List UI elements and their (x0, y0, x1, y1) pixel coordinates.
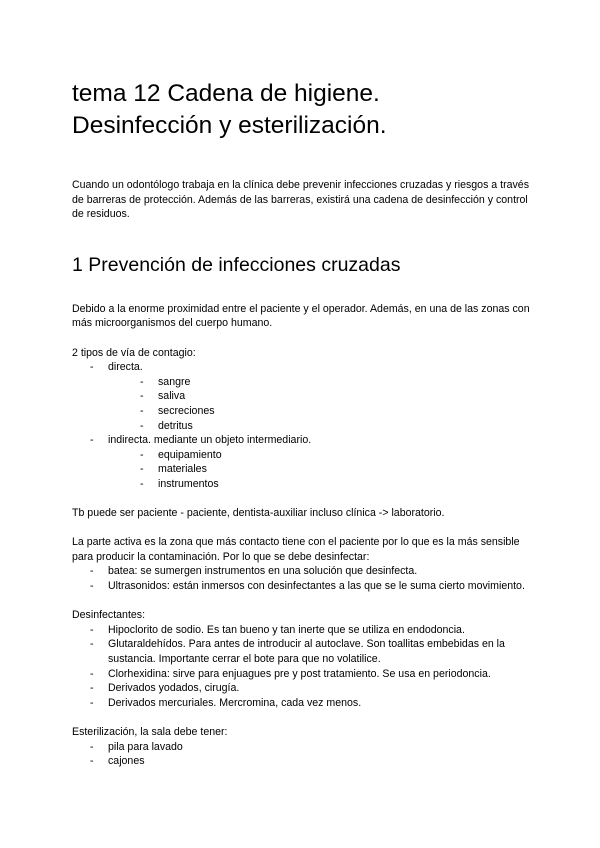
list-item-text: Derivados yodados, cirugía. (108, 682, 240, 695)
contagio-intro: 2 tipos de vía de contagio: (72, 346, 196, 359)
list-item-text: sangre (158, 375, 191, 388)
list-item-text: secreciones (158, 404, 215, 417)
esterilizacion-title: Esterilización, la sala debe tener: (72, 726, 228, 738)
title-line-2: Desinfección y esterilización. (72, 112, 387, 139)
dash-bullet: - (90, 682, 94, 695)
dash-bullet: - (90, 696, 94, 709)
list-item (130, 477, 540, 492)
list-item (72, 754, 540, 769)
directa-label: directa. (108, 361, 143, 374)
dash-bullet: - (140, 375, 144, 388)
list-item-text: materiales (158, 463, 207, 476)
dash-bullet: - (140, 390, 144, 403)
dash-bullet: - (140, 419, 144, 432)
indirecta-sublist (130, 448, 540, 492)
list-item (130, 462, 540, 477)
dash-bullet: - (90, 623, 94, 636)
list-item (130, 448, 540, 463)
dash-bullet: - (90, 755, 94, 768)
list-item (72, 579, 540, 594)
list-item (130, 375, 540, 390)
list-item (130, 389, 540, 404)
desinfectantes-list (72, 623, 540, 711)
parte-activa-paragraph: La parte activa es la zona que más contacto tiene con el paciente por lo que es la más sensible para producir la contaminación. Por lo que se debe desinfectar: (72, 536, 520, 563)
desinfectar-list (72, 564, 540, 593)
list-item (72, 740, 540, 755)
dash-bullet: - (90, 361, 94, 374)
dash-bullet: - (90, 434, 94, 447)
intro-paragraph: Cuando un odontólogo trabaja en la clínica debe prevenir infecciones cruzadas y riesgos a través de barreras de protección. Además de las barreras, existirá una cadena de desinfección y control de residuos. (72, 179, 529, 221)
list-item (72, 637, 540, 666)
tb-paragraph: Tb puede ser paciente - paciente, dentista-auxiliar incluso clínica -> laboratorio. (72, 507, 445, 520)
list-item-text: cajones (108, 755, 145, 768)
list-item-text: detritus (158, 419, 193, 432)
dash-bullet: - (140, 448, 144, 461)
list-item-text: equipamiento (158, 448, 222, 461)
desinfectantes-title: Desinfectantes: (72, 609, 146, 622)
list-item-text: saliva (158, 390, 186, 403)
list-item-text: pila para lavado (108, 740, 183, 753)
list-item-text: batea: se sumergen instrumentos en una solución que desinfecta. (108, 565, 418, 578)
title-line-1: tema 12 Cadena de higiene. (72, 80, 380, 107)
list-item (72, 667, 540, 682)
indirecta-label: indirecta. mediante un objeto intermediario. (108, 434, 312, 447)
list-item-text: Clorhexidina: sirve para enjuagues pre y post tratamiento. Se usa en periodoncia. (108, 667, 491, 680)
contagio-list (72, 360, 540, 491)
dash-bullet: - (90, 740, 94, 753)
esterilizacion-list (72, 740, 540, 769)
proximity-paragraph: Debido a la enorme proximidad entre el paciente y el operador. Además, en una de las zonas con más microorganismos del cuerpo humano. (72, 302, 530, 330)
dash-bullet: - (140, 463, 144, 476)
dash-bullet: - (90, 667, 94, 680)
list-item-text: instrumentos (158, 477, 219, 490)
list-item (72, 696, 540, 711)
list-item-text: Hipoclorito de sodio. Es tan bueno y tan inerte que se utiliza en endodoncia. (108, 623, 465, 636)
dash-bullet: - (90, 580, 94, 593)
section-heading: 1 Prevención de infecciones cruzadas (72, 253, 401, 276)
list-item-text: Ultrasonidos: están inmersos con desinfectantes a las que se le suma cierto movimiento. (108, 580, 525, 593)
list-item-text: Derivados mercuriales. Mercromina, cada vez menos. (108, 696, 362, 709)
list-item (72, 564, 540, 579)
list-item (72, 360, 540, 433)
directa-sublist (130, 375, 540, 433)
list-item (130, 404, 540, 419)
list-item (130, 419, 540, 434)
list-item (72, 433, 540, 491)
dash-bullet: - (140, 477, 144, 490)
list-item (72, 681, 540, 696)
dash-bullet: - (140, 404, 144, 417)
dash-bullet: - (90, 565, 94, 578)
document-page (72, 78, 540, 769)
list-item (72, 623, 540, 638)
list-item-text: Glutaraldehídos. Para antes de introducir al autoclave. Son toallitas embebidas en la sustancia. Importante cerrar el bote para que no volatilice. (108, 638, 505, 666)
dash-bullet: - (90, 638, 94, 651)
page-title (72, 78, 540, 142)
